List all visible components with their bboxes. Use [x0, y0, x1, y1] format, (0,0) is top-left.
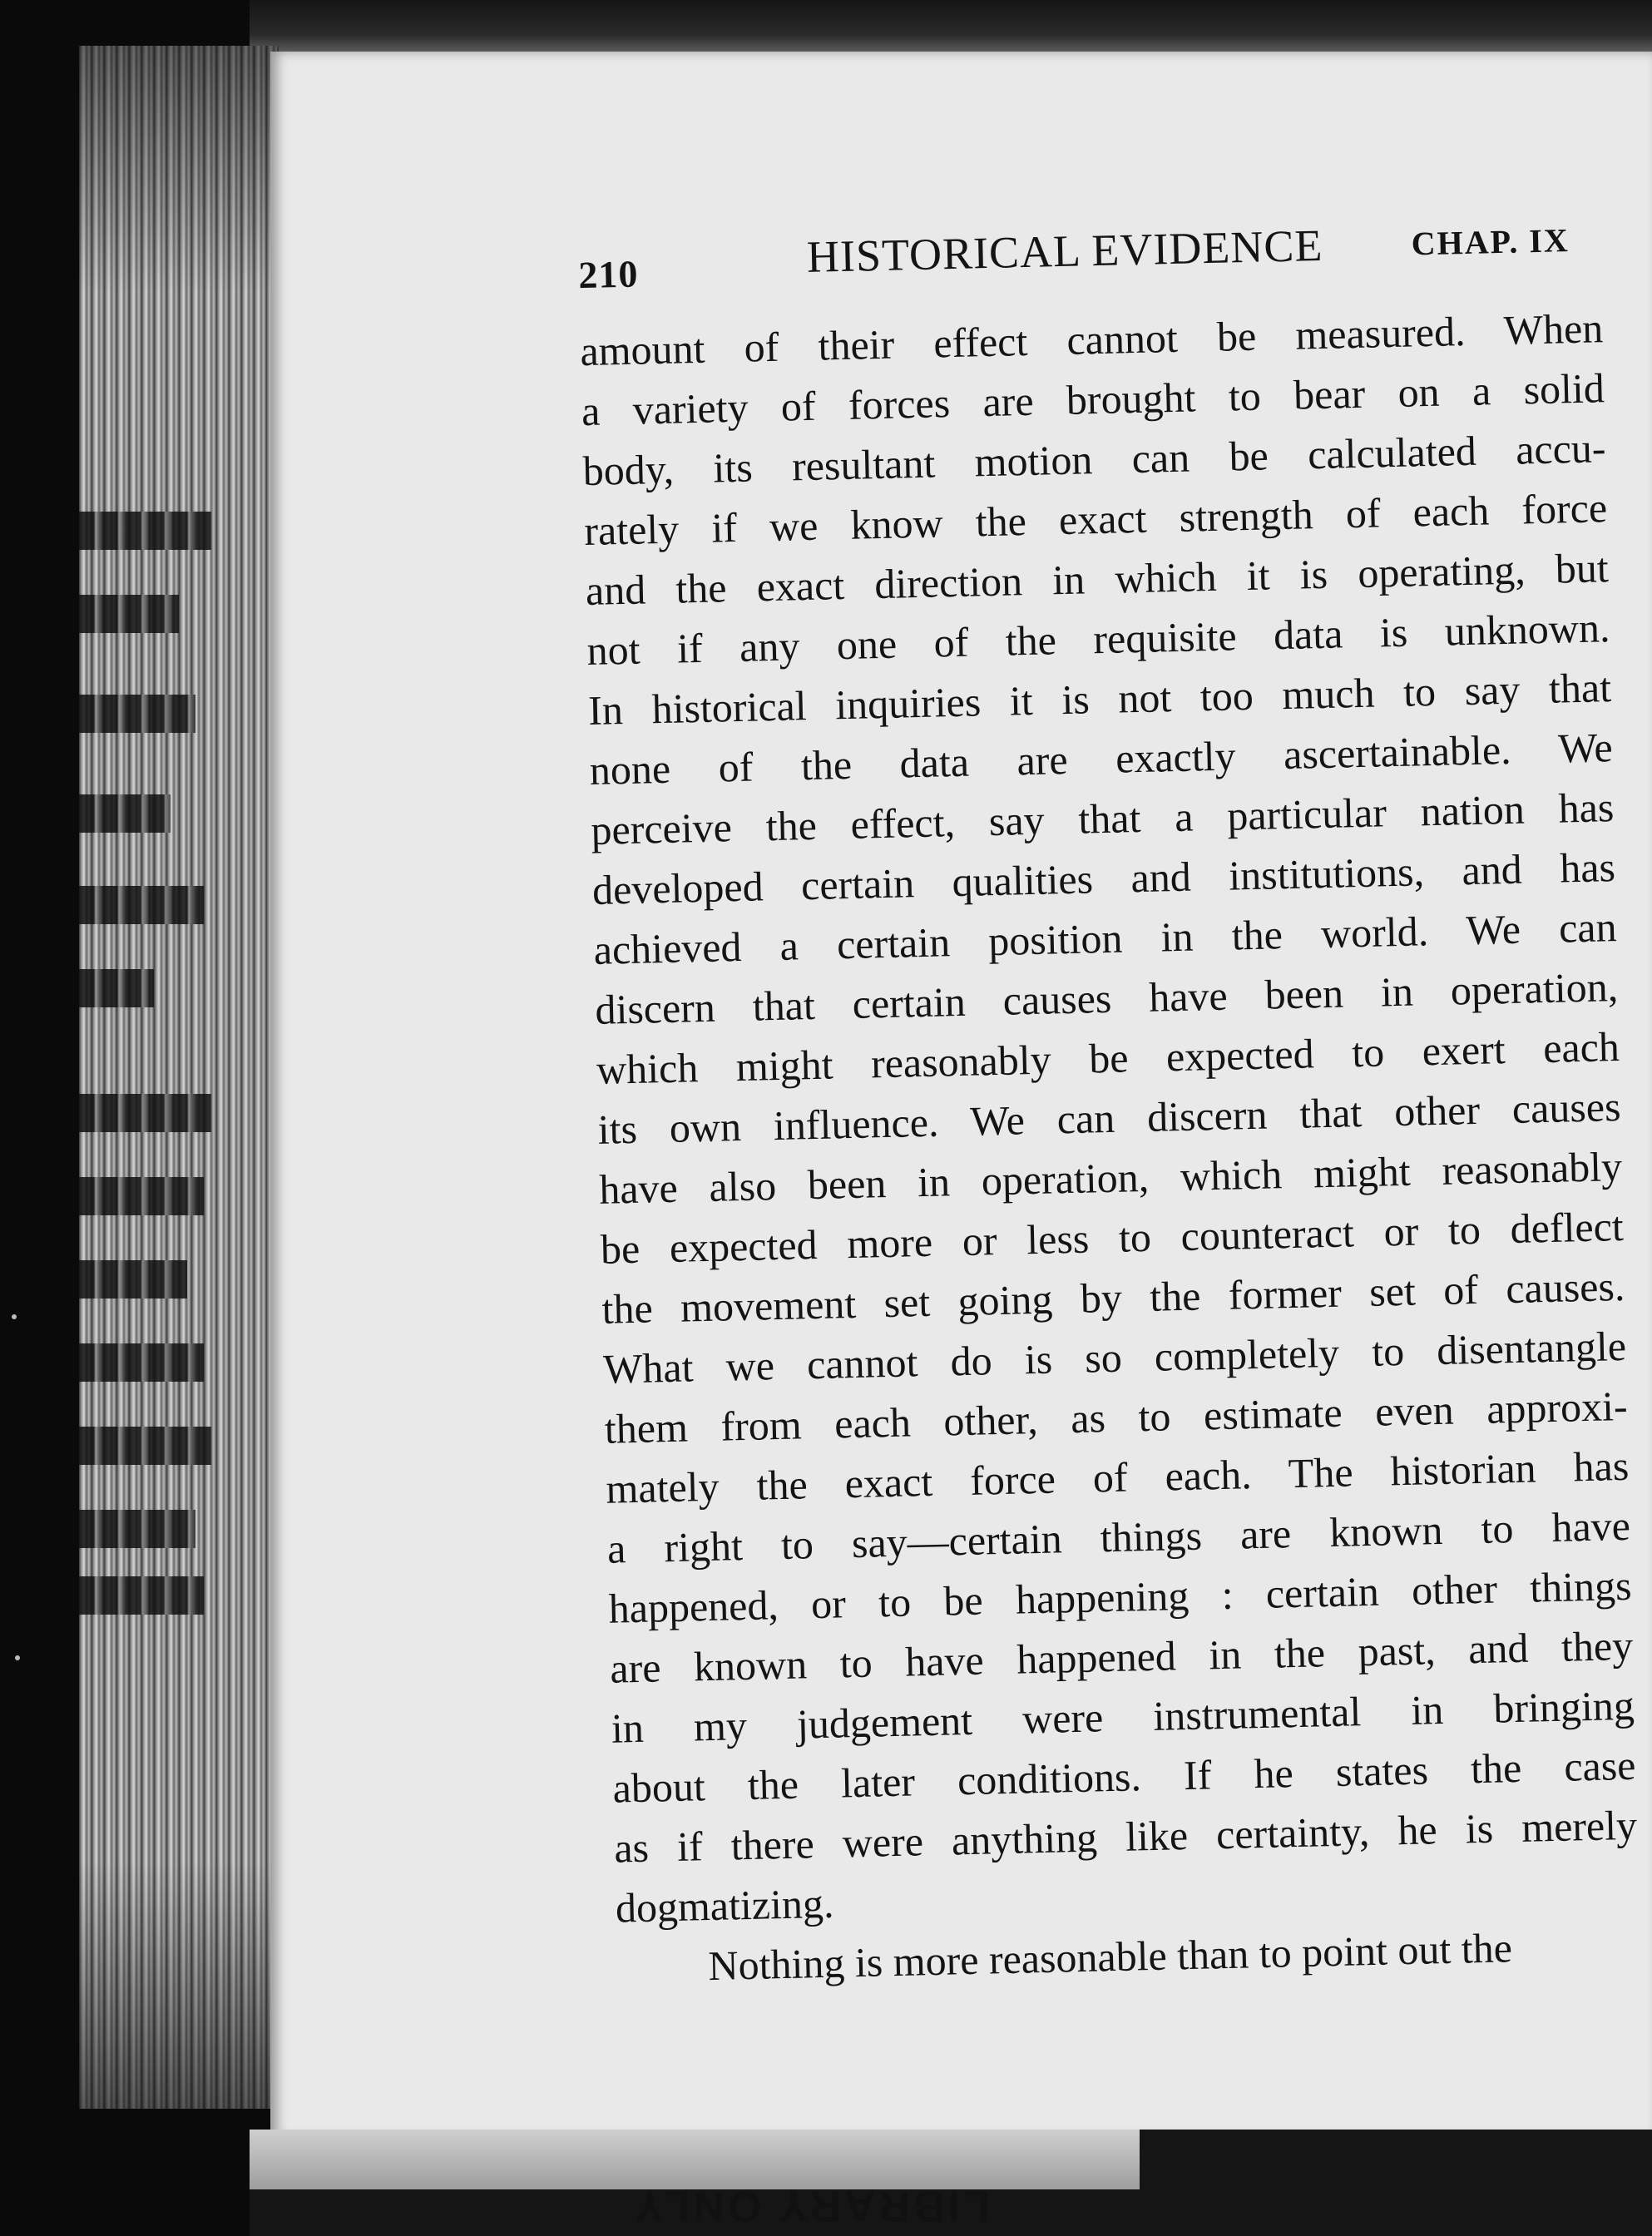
body-text: [580, 298, 1640, 1997]
text-line: its own influence. We can discern that other causes: [597, 1082, 1622, 1153]
running-title: HISTORICAL EVIDENCE: [806, 220, 1323, 282]
library-stamp: LIBRARY ONLY: [631, 2182, 990, 2230]
text-line: What we cannot do is so completely to disentangle: [602, 1322, 1627, 1393]
text-line: not if any one of the requisite data is unknown.: [586, 604, 1610, 675]
text-line: are known to have happened in the past, and they: [609, 1621, 1634, 1692]
text-line: have also been in operation, which might reasonably: [598, 1142, 1623, 1213]
text-line: them from each other, as to estimate even approxi-: [604, 1382, 1629, 1452]
text-line: a variety of forces are brought to bear on a solid: [581, 364, 1605, 435]
text-line: which might reasonably be expected to exert each: [596, 1022, 1620, 1093]
running-head: [577, 214, 1570, 303]
text-line: and the exact direction in which it is operating, but: [585, 544, 1610, 615]
text-line: none of the data are exactly ascertainable. We: [589, 724, 1614, 794]
text-line: mately the exact force of each. The historian has: [605, 1442, 1630, 1512]
paragraph-first-line: Nothing is more reasonable than to point out the: [707, 1924, 1513, 1990]
text-line: amount of their effect cannot be measured. When: [579, 304, 1604, 375]
text-line: about the later conditions. If he states the case: [612, 1741, 1636, 1812]
text-line: dogmatizing.: [615, 1879, 834, 1932]
chapter-label: CHAP. IX: [1411, 221, 1570, 263]
text-line: be expected more or less to counteract or to deflect: [600, 1202, 1625, 1273]
text-line: achieved a certain position in the world. We can: [593, 903, 1618, 973]
text-line: happened, or to be happening : certain other things: [608, 1561, 1633, 1632]
text-line: In historical inquiries it is not too much to say that: [587, 664, 1612, 735]
text-line: the movement set going by the former set of causes.: [601, 1262, 1625, 1333]
text-line: perceive the effect, say that a particular nation has: [590, 784, 1615, 853]
text-line: body, its resultant motion can be calculated accu-: [582, 424, 1607, 495]
text-line: developed certain qualities and institutions, and has: [591, 843, 1616, 913]
text-line: as if there were anything like certainty, he is merely: [613, 1801, 1638, 1872]
text-line: discern that certain causes have been in operation,: [594, 963, 1619, 1033]
text-line: rately if we know the exact strength of each force: [583, 484, 1608, 555]
text-line: a right to say—certain things are known to have: [606, 1501, 1631, 1572]
text-line: in my judgement were instrumental in bringing: [611, 1681, 1635, 1752]
page-number: 210: [577, 252, 639, 297]
